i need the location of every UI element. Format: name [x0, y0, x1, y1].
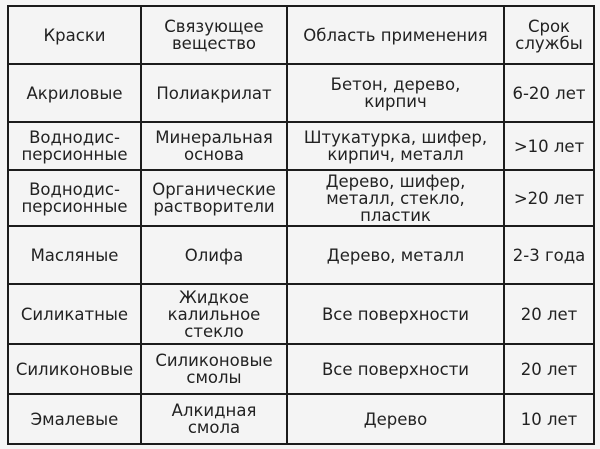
cell-lifetime: 20 лет: [504, 344, 594, 394]
cell-application: Штукатурка, шифер, кирпич, металл: [287, 122, 504, 170]
cell-binder: Жидкое калильное стекло: [141, 284, 287, 344]
cell-application: Бетон, дерево, кирпич: [287, 64, 504, 122]
cell-binder: Органические растворители: [141, 170, 287, 226]
cell-application: Все поверхности: [287, 344, 504, 394]
table-row: [8, 344, 594, 394]
cell-lifetime: 10 лет: [504, 394, 594, 444]
header-application: Область применения: [287, 6, 504, 64]
paints-table: [7, 5, 595, 445]
cell-lifetime: >10 лет: [504, 122, 594, 170]
cell-binder: Олифа: [141, 226, 287, 284]
table-row: [8, 394, 594, 444]
cell-lifetime: 2-3 года: [504, 226, 594, 284]
cell-application: Все поверхности: [287, 284, 504, 344]
table-row: [8, 226, 594, 284]
cell-paint: Силикатные: [8, 284, 141, 344]
table-row: [8, 170, 594, 226]
header-binder: Связующее вещество: [141, 6, 287, 64]
cell-paint: Воднодис- персионные: [8, 170, 141, 226]
cell-binder: Силиконовые смолы: [141, 344, 287, 394]
cell-binder: Полиакрилат: [141, 64, 287, 122]
cell-paint: Акриловые: [8, 64, 141, 122]
cell-paint: Эмалевые: [8, 394, 141, 444]
header-lifetime: Срок службы: [504, 6, 594, 64]
cell-lifetime: 6-20 лет: [504, 64, 594, 122]
cell-paint: Масляные: [8, 226, 141, 284]
cell-paint: Силиконовые: [8, 344, 141, 394]
table-header-row: [8, 6, 594, 64]
cell-lifetime: >20 лет: [504, 170, 594, 226]
table-row: [8, 122, 594, 170]
table-row: [8, 284, 594, 344]
cell-application: Дерево, металл: [287, 226, 504, 284]
cell-binder: Минеральная основа: [141, 122, 287, 170]
cell-lifetime: 20 лет: [504, 284, 594, 344]
table-row: [8, 64, 594, 122]
cell-application: Дерево: [287, 394, 504, 444]
cell-binder: Алкидная смола: [141, 394, 287, 444]
cell-application: Дерево, шифер, металл, стекло, пластик: [287, 170, 504, 226]
header-paints: Краски: [8, 6, 141, 64]
cell-paint: Воднодис- персионные: [8, 122, 141, 170]
